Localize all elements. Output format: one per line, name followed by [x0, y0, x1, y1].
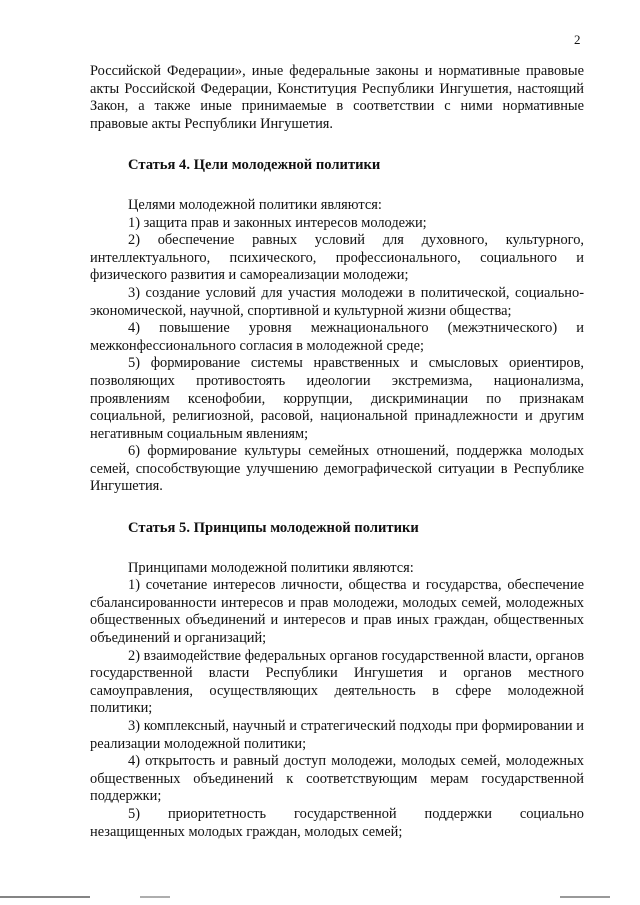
- article-4-item-6: 6) формирование культуры семейных отношений, поддержка молодых семей, способствующие улучшению демографической ситуации в Республике Ингушетия.: [90, 443, 584, 495]
- article-4-item-1: 1) защита прав и законных интересов молодежи;: [128, 214, 427, 231]
- article-4-item-3: 3) создание условий для участия молодежи в политической, социально-экономической, научной, спортивной и культурной жизни общества;: [90, 284, 584, 319]
- article-4-item-5: 5) формирование системы нравственных и смысловых ориентиров, позволяющих противостоять идеологии экстремизма, национализма, проявлениям ксенофобии, коррупции, дискриминации по признакам социальной, религиозной, расовой, национальной принадлежности и другим негативным социальным явлениям;: [90, 355, 584, 442]
- article-5-item-5: 5) приоритетность государственной поддержки социально незащищенных молодых граждан, молодых семей;: [90, 805, 584, 840]
- article-4-item-4: 4) повышение уровня межнационального (межэтнического) и межконфессионального согласия в молодежной среде;: [90, 320, 584, 354]
- article-4-item-2: 2) обеспечение равных условий для духовного, культурного, интеллектуального, психического, профессионального, социального и физического развития и самореализации молодежи;: [90, 232, 584, 284]
- article-5-heading: Статья 5. Принципы молодежной политики: [128, 520, 419, 537]
- article-5-item-4: 4) открытость и равный доступ молодежи, молодых семей, молодежных общественных объединений к соответствующим мерам государственной поддержки;: [90, 753, 584, 805]
- article-5-lead: Принципами молодежной политики являются:: [128, 559, 414, 576]
- document-body: [90, 63, 584, 841]
- article-5-item-2: 2) взаимодействие федеральных органов государственной власти, органов государственной власти Республики Ингушетия и органов местного самоуправления, осуществляющих деятельность в сфере молодежной политики;: [90, 647, 584, 717]
- article-4-heading: Статья 4. Цели молодежной политики: [128, 157, 381, 174]
- article-4-lead: Целями молодежной политики являются:: [128, 196, 382, 213]
- page-number: 2: [574, 32, 581, 47]
- intro-paragraph: Российской Федерации», иные федеральные законы и нормативные правовые акты Российской Федерации, Конституция Республики Ингушетия, настоящий Закон, а также иные принимаемые в соответствии с ними нормативные правовые акты Республики Ингушетия.: [90, 63, 584, 132]
- scan-edge-artifact: [0, 896, 640, 898]
- article-5-item-1: 1) сочетание интересов личности, общества и государства, обеспечение сбалансированности интересов и прав молодежи, молодых семей, молодежных общественных объединений и интересов и прав иных граждан, общественных объединений и организаций;: [90, 577, 584, 647]
- article-5-item-3: 3) комплексный, научный и стратегический подходы при формировании и реализации молодежной политики;: [90, 718, 584, 752]
